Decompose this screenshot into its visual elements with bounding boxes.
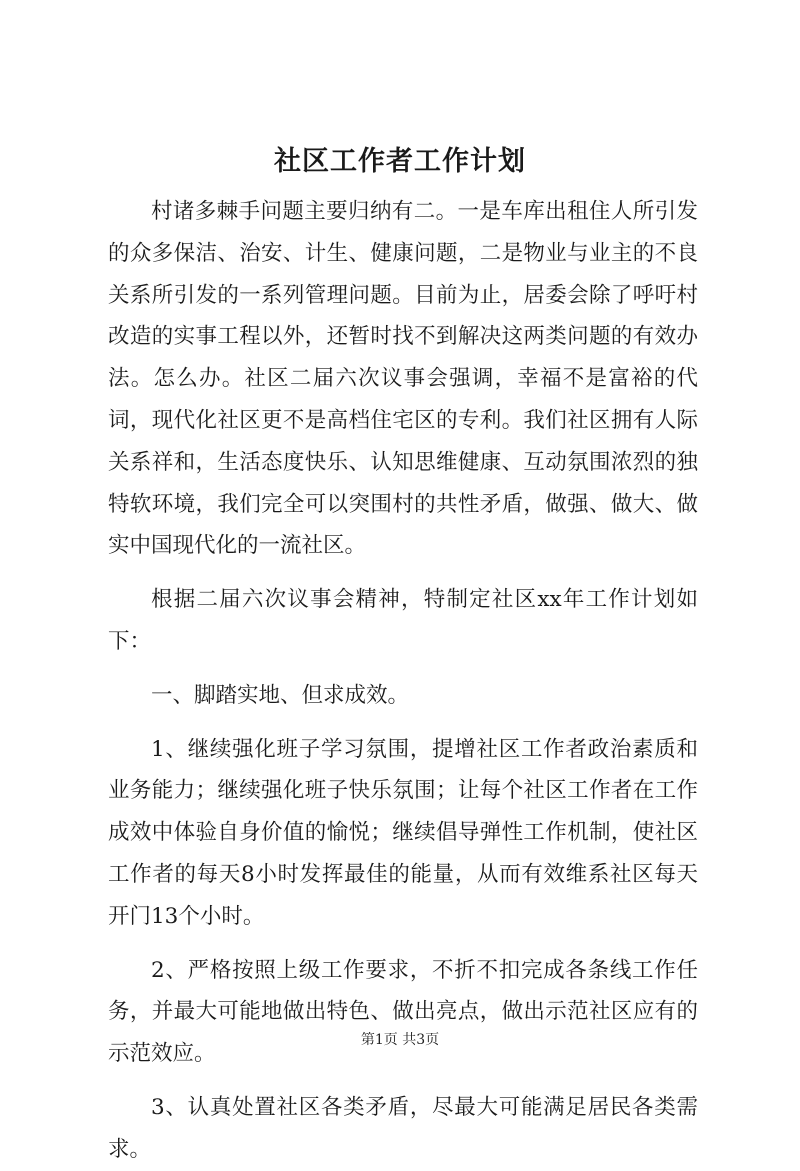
paragraph-intro: 村诸多棘手问题主要归纳有二。一是车库出租住人所引发的众多保洁、治安、计生、健康问题，二是物业与业主的不良关系所引发的一系列管理问题。目前为止，居委会除了呼吁村改造的实事工程以外，还暂时找不到解决这两类问题的有效办法。怎么办。社区二届六次议事会强调，幸福不是富裕的代词，现代化社区更不是高档住宅区的专利。我们社区拥有人际关系祥和，生活态度快乐、认知思维健康、互动氛围浓烈的独特软环境，我们完全可以突围村的共性矛盾，做强、做大、做实中国现代化的一流社区。 — [108, 199, 698, 559]
list-item-3: 3、认真处置社区各类矛盾，尽最大可能满足居民各类需求。 — [108, 1094, 698, 1162]
section-heading-1: 一、脚踏实地、但求成效。 — [151, 682, 410, 708]
paragraph-plan-lead: 根据二届六次议事会精神，特制定社区xx年工作计划如下： — [108, 587, 698, 654]
list-item-1: 1、继续强化班子学习氛围，提增社区工作者政治素质和业务能力；继续强化班子快乐氛围；让每个社区工作者在工作成效中体验自身价值的愉悦；继续倡导弹性工作机制，使社区工作者的每天8小时发挥最佳的能量，从而有效维系社区每天开门13个小时。 — [108, 736, 698, 929]
document-body — [108, 191, 698, 1171]
list-item-2: 2、严格按照上级工作要求，不折不扣完成各条线工作任务，并最大可能地做出特色、做出亮点，做出示范社区应有的示范效应。 — [108, 957, 698, 1067]
page-footer: 第1页 共3页 — [360, 1032, 440, 1048]
document-title: 社区工作者工作计划 — [274, 146, 526, 177]
